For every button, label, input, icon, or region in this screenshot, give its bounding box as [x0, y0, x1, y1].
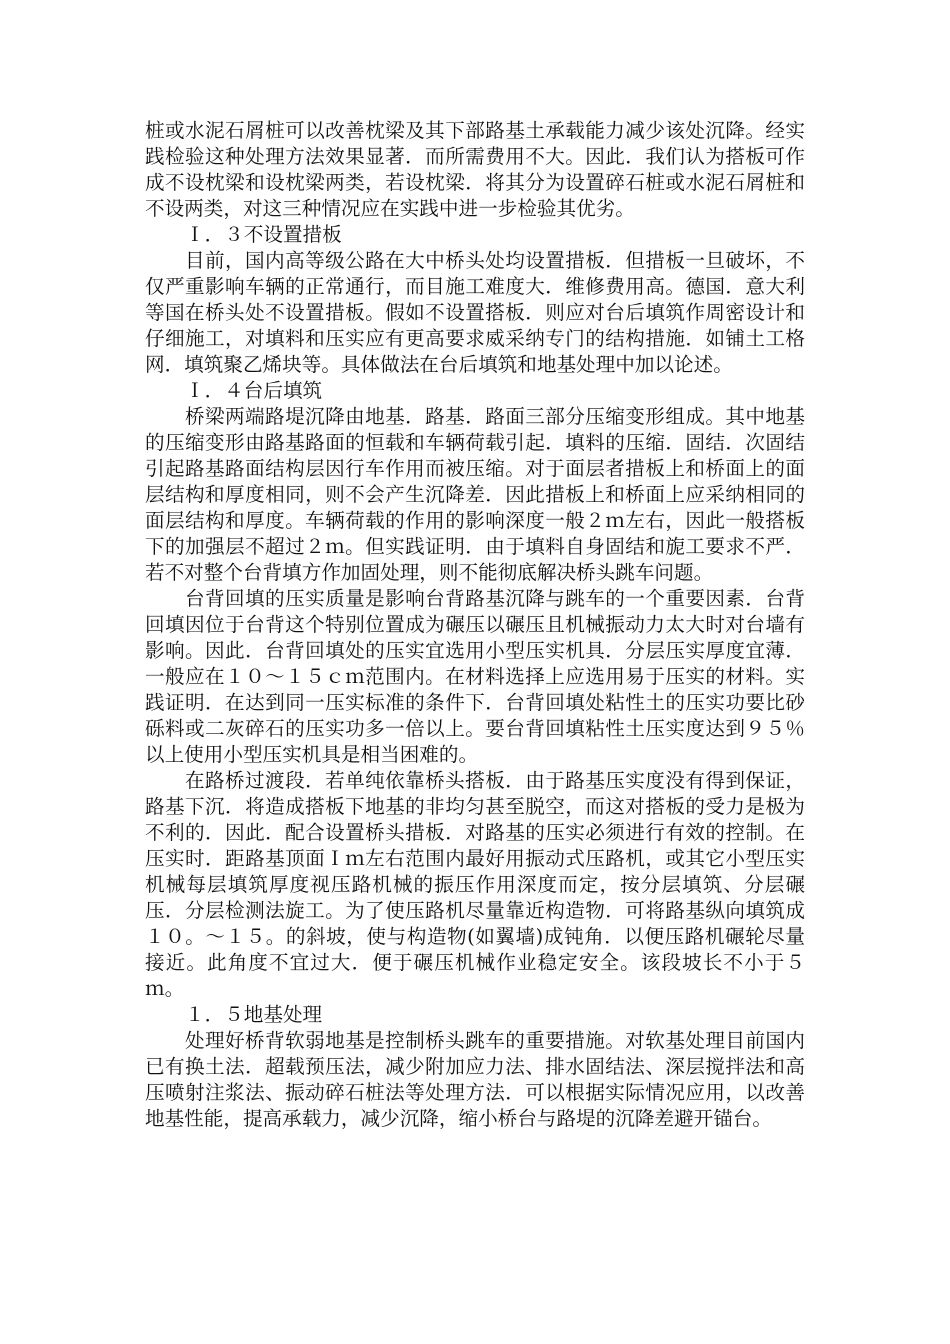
paragraph-foundation-treatment: 处理好桥背软弱地基是控制桥头跳车的重要措施。对软基处理目前国内已有换土法．超载预压法，减少附加应力法、排水固结法、深层搅拌法和高压喷射注浆法、振动碎石桩法等处理方法．可以根据实际情况应用，以改善地基性能，提高承载力，减少沉降，缩小桥台与路堤的沉降差避开锚台。	[145, 1029, 805, 1130]
paragraph-pile-treatment: 桩或水泥石屑桩可以改善枕梁及其下部路基土承载能力减少该处沉降。经实践检验这种处理方法效果显著．而所需费用不大。因此．我们认为搭板可作成不设枕梁和设枕梁两类，若设枕梁．将其分为设置碎石桩或水泥石屑桩和不设两类，对这三种情况应在实践中进一步检验其优劣。	[145, 119, 805, 220]
paragraph-backfill-compaction: 台背回填的压实质量是影响台背路基沉降与跳车的一个重要因素．台背回填因位于台背这个特别位置成为碾压以碾压且机械振动力太大时对台墙有影响。因此．台背回填处的压实宜选用小型压实机具．分层压实厚度宜薄．一般应在１０～１５ｃｍ范围内。在材料选择上应选用易于压实的材料。实践证明．在达到同一压实标准的条件下．台背回填处粘性土的压实功要比砂砾料或二灰碎石的压实功多一倍以上。要台背回填粘性土压实度达到９５％以上使用小型压实机具是相当困难的。	[145, 587, 805, 766]
section-heading-1-4: Ｉ．４台后填筑	[185, 379, 323, 402]
paragraph-settlement-composition: 桥梁两端路堤沉降由地基．路基．路面三部分压缩变形组成。其中地基的压缩变形由路基路面的恒载和车辆荷载引起．填料的压缩．固结．次固结引起路基路面结构层因行车作用而被压缩。对于面层者措板上和桥面上的面层结构和厚度相同，则不会产生沉降差．因此措板上和桥面上应采纳相同的面层结构和厚度。车辆荷载的作用的影响深度一般２ｍ左右，因此一般搭板下的加强层不超过２ｍ。但实践证明．由于填料自身固结和旎工要求不严．若不对整个台背填方作加固处理，则不能彻底解决桥头跳车问题。	[145, 405, 805, 584]
section-heading-1-3: Ｉ．３不设置措板	[185, 223, 342, 246]
paragraph-no-approach-slab: 目前，国内高等级公路在大中桥头处均设置措板．但措板一旦破坏，不仅严重影响车辆的正常通行，而目施工难度大．维修费用高。德国．意大利等国在桥头处不设置措板。假如不设置搭板．则应对台后填筑作周密设计和仔细施工，对填料和压实应有更高要求威采纳专门的结构措施．如铺土工格网．填筑聚乙烯块等。具体做法在台后填筑和地基处理中加以论述。	[145, 249, 805, 376]
document-body	[145, 118, 805, 1132]
section-heading-1-5: １．５地基处理	[185, 1003, 323, 1026]
paragraph-transition-section: 在路桥过渡段．若单纯依靠桥头搭板．由于路基压实度没有得到保证，路基下沉．将造成搭板下地基的非均匀甚至脱空，而这对搭板的受力是极为不利的．因此．配合设置桥头措板．对路基的压实必须进行有效的控制。在压实时．距路基顶面Ｉｍ左右范围内最好用振动式压路机，或其它小型压实机械每层填筑厚度视压路机械的振压作用深度而定，按分层填筑、分层碾压．分层检测法旋工。为了使压路机尽量靠近构造物．可将路基纵向填筑成１０。～１５。的斜坡，使与构造物(如翼墙)成钝角．以便压路机碾轮尽量接近。此角度不宜过大．便于碾压机械作业稳定安全。该段坡长不小于５ｍ。	[145, 769, 805, 1000]
